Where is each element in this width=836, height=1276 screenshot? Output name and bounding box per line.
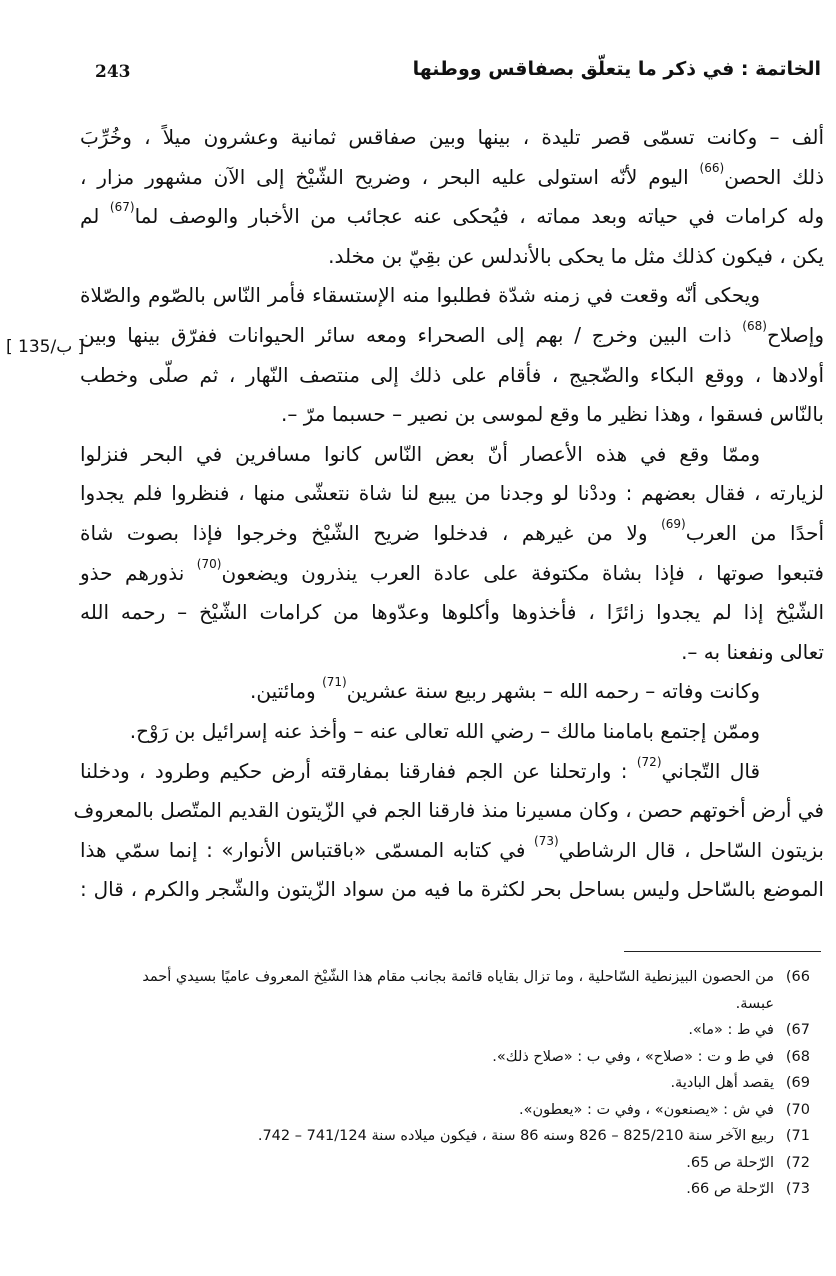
text-line: ألف – وكانت تسمّى قصر تليدة ، بينها وبين صفاقس ثمانية وعشرون ميلاً ، وخُرِّبَ	[80, 125, 824, 149]
footnote-number: 68)	[785, 1048, 810, 1065]
text-line: قال التّجاني$^{(72)}$ : وارتحلنا عن الجم ففارقنا بمفارقته أرض حكيم وطرود ، ودخلنا	[80, 754, 760, 783]
text-line: بزيتون السّاحل ، قال الرشاطي$^{(73)}$ في كتابه المسمّى «باقتباس الأنوار» : إنما سمّي هذا	[80, 833, 824, 862]
footnote-ref[interactable]: (72)	[636, 754, 662, 769]
footnote-separator	[624, 951, 821, 952]
text-line: تعالى ونفعنا به –.	[681, 639, 824, 664]
text-line: في أرض أخوتهم حصن ، وكان مسيرنا منذ فارقنا الجم في الزّيتون القديم المتّصل بالمعروف	[73, 798, 824, 823]
page-number: 243	[95, 62, 131, 82]
footnote-item: 70) في ش : «يصنعون» ، وفي ت : «يعطون».	[90, 1097, 810, 1124]
footnote-ref[interactable]: (66)	[699, 160, 725, 175]
footnote-number: 73)	[785, 1181, 810, 1197]
footnote-item: 69) يقصد أهل البادية.	[90, 1070, 810, 1097]
running-head: الخاتمة : في ذكر ما يتعلّق بصفاقس ووطنها	[412, 58, 821, 80]
footnote-item: 71) ربيع الآخر سنة 825/210 – 826 وسنه 86 سنة ، فيكون ميلاده سنة 741/124 – 742.	[90, 1123, 810, 1150]
text-line: وممّا وقع في هذه الأعصار أنّ بعض النّاس كانوا مسافرين في البحر فنزلوا	[80, 441, 760, 466]
footnotes	[90, 964, 810, 1203]
footnote-item: 66) من الحصون البيزنطية السّاحلية ، وما تزال بقاياه قائمة بجانب مقام هذا الشّيْخ المعروف عاميًا بسيدي أحمد	[90, 964, 810, 991]
text-line: ويحكى أنّه وقعت في زمنه شدّة فطلبوا منه الإستسقاء فأمر النّاس بالصّوم والصّلاة	[80, 283, 760, 308]
footnote-item: 67) في ط : «ما».	[90, 1017, 810, 1044]
page-header	[95, 58, 821, 92]
footnote-item: 73) الرّحلة ص 66.	[90, 1176, 810, 1203]
footnote-number: 70)	[785, 1101, 810, 1118]
text-line: فتبعوا صوتها ، فإذا بشاة مكتوفة على عادة العرب ينذرون ويضعون$^{(70)}$ نذورهم حذو	[80, 556, 824, 585]
footnote-number: 69)	[785, 1075, 810, 1091]
footnote-ref[interactable]: (68)	[742, 318, 767, 333]
footnote-ref[interactable]: (71)	[322, 675, 347, 690]
footnote-ref[interactable]: (70)	[196, 556, 222, 571]
footnote-item: 68) في ط و ت : «صلاح» ، وفي ب : «صلاح ذلك».	[90, 1044, 810, 1071]
footnote-number: 66)	[785, 969, 810, 985]
footnote-number: 67)	[785, 1022, 810, 1038]
main-text	[73, 118, 825, 910]
text-line: الشّيْخ إذا لم يجدوا زائرًا ، فأخذوها وأكلوها وعدّوها من كرامات الشّيْخ – رحمه الله	[80, 600, 824, 625]
text-line: أولادها ، ووقع البكاء والضّجيج ، فأقام على ذلك إلى منتصف النّهار ، ثم صلّى وخطب	[80, 362, 824, 387]
manuscript-folio-marker: [ 135/ب ]	[6, 337, 85, 357]
text-line: وإصلاح$^{(68)}$ ذات البين وخرج / بهم إلى الصحراء ومعه سائر الحيوانات ففرّق بينها وبين	[80, 318, 824, 347]
footnote-ref[interactable]: (67)	[109, 200, 135, 215]
text-line: وممّن إجتمع بامامنا مالك – رضي الله تعالى عنه – وأخذ عنه إسرائيل بن رَوْح.	[129, 718, 760, 743]
text-line: وكانت وفاته – رحمه الله – بشهر ربيع سنة عشرين$^{(71)}$ ومائتين.	[250, 675, 760, 704]
footnote-ref[interactable]: (69)	[661, 516, 686, 531]
text-line: يكن ، فيكون كذلك مثل ما يحكى بالأندلس عن بقِيّ بن مخلد.	[328, 243, 824, 268]
text-line: بالنّاس فسقوا ، وهذا نظير ما وقع لموسى بن نصير – حسبما مرّ –.	[281, 402, 824, 427]
footnote-item: 72) الرّحلة ص 65.	[90, 1150, 810, 1177]
footnote-ref[interactable]: (73)	[534, 833, 559, 848]
footnote-continuation: عبسة.	[735, 995, 774, 1012]
text-line: ذلك الحصن$^{(66)}$ اليوم لأنّه استولى عليه البحر ، وضريح الشّيْخ إلى الآن مشهور مزار ،	[80, 160, 825, 189]
text-line: وله كرامات في حياته وبعد مماته ، فيُحكى عنه عجائب من الأخبار والوصف لما$^{(67)}$ لم	[80, 200, 825, 229]
text-line: الموضع بالسّاحل وليس بساحل بحر لكثرة ما فيه من سواد الزّيتون والشّجر والكرم ، قال :	[80, 877, 824, 902]
footnote-number: 71)	[785, 1128, 810, 1144]
footnote-number: 72)	[785, 1154, 810, 1171]
text-line: لزيارته ، فقال بعضهم : وددْنا لو وجدنا من يبيع لنا شاة نتعشّى منها ، فنظروا فلم يجدوا	[80, 481, 824, 506]
text-line: أحدًا من العرب$^{(69)}$ ولا من غيرهم ، فدخلوا ضريح الشّيْخ وخرجوا فإذا بصوت شاة	[80, 516, 824, 545]
